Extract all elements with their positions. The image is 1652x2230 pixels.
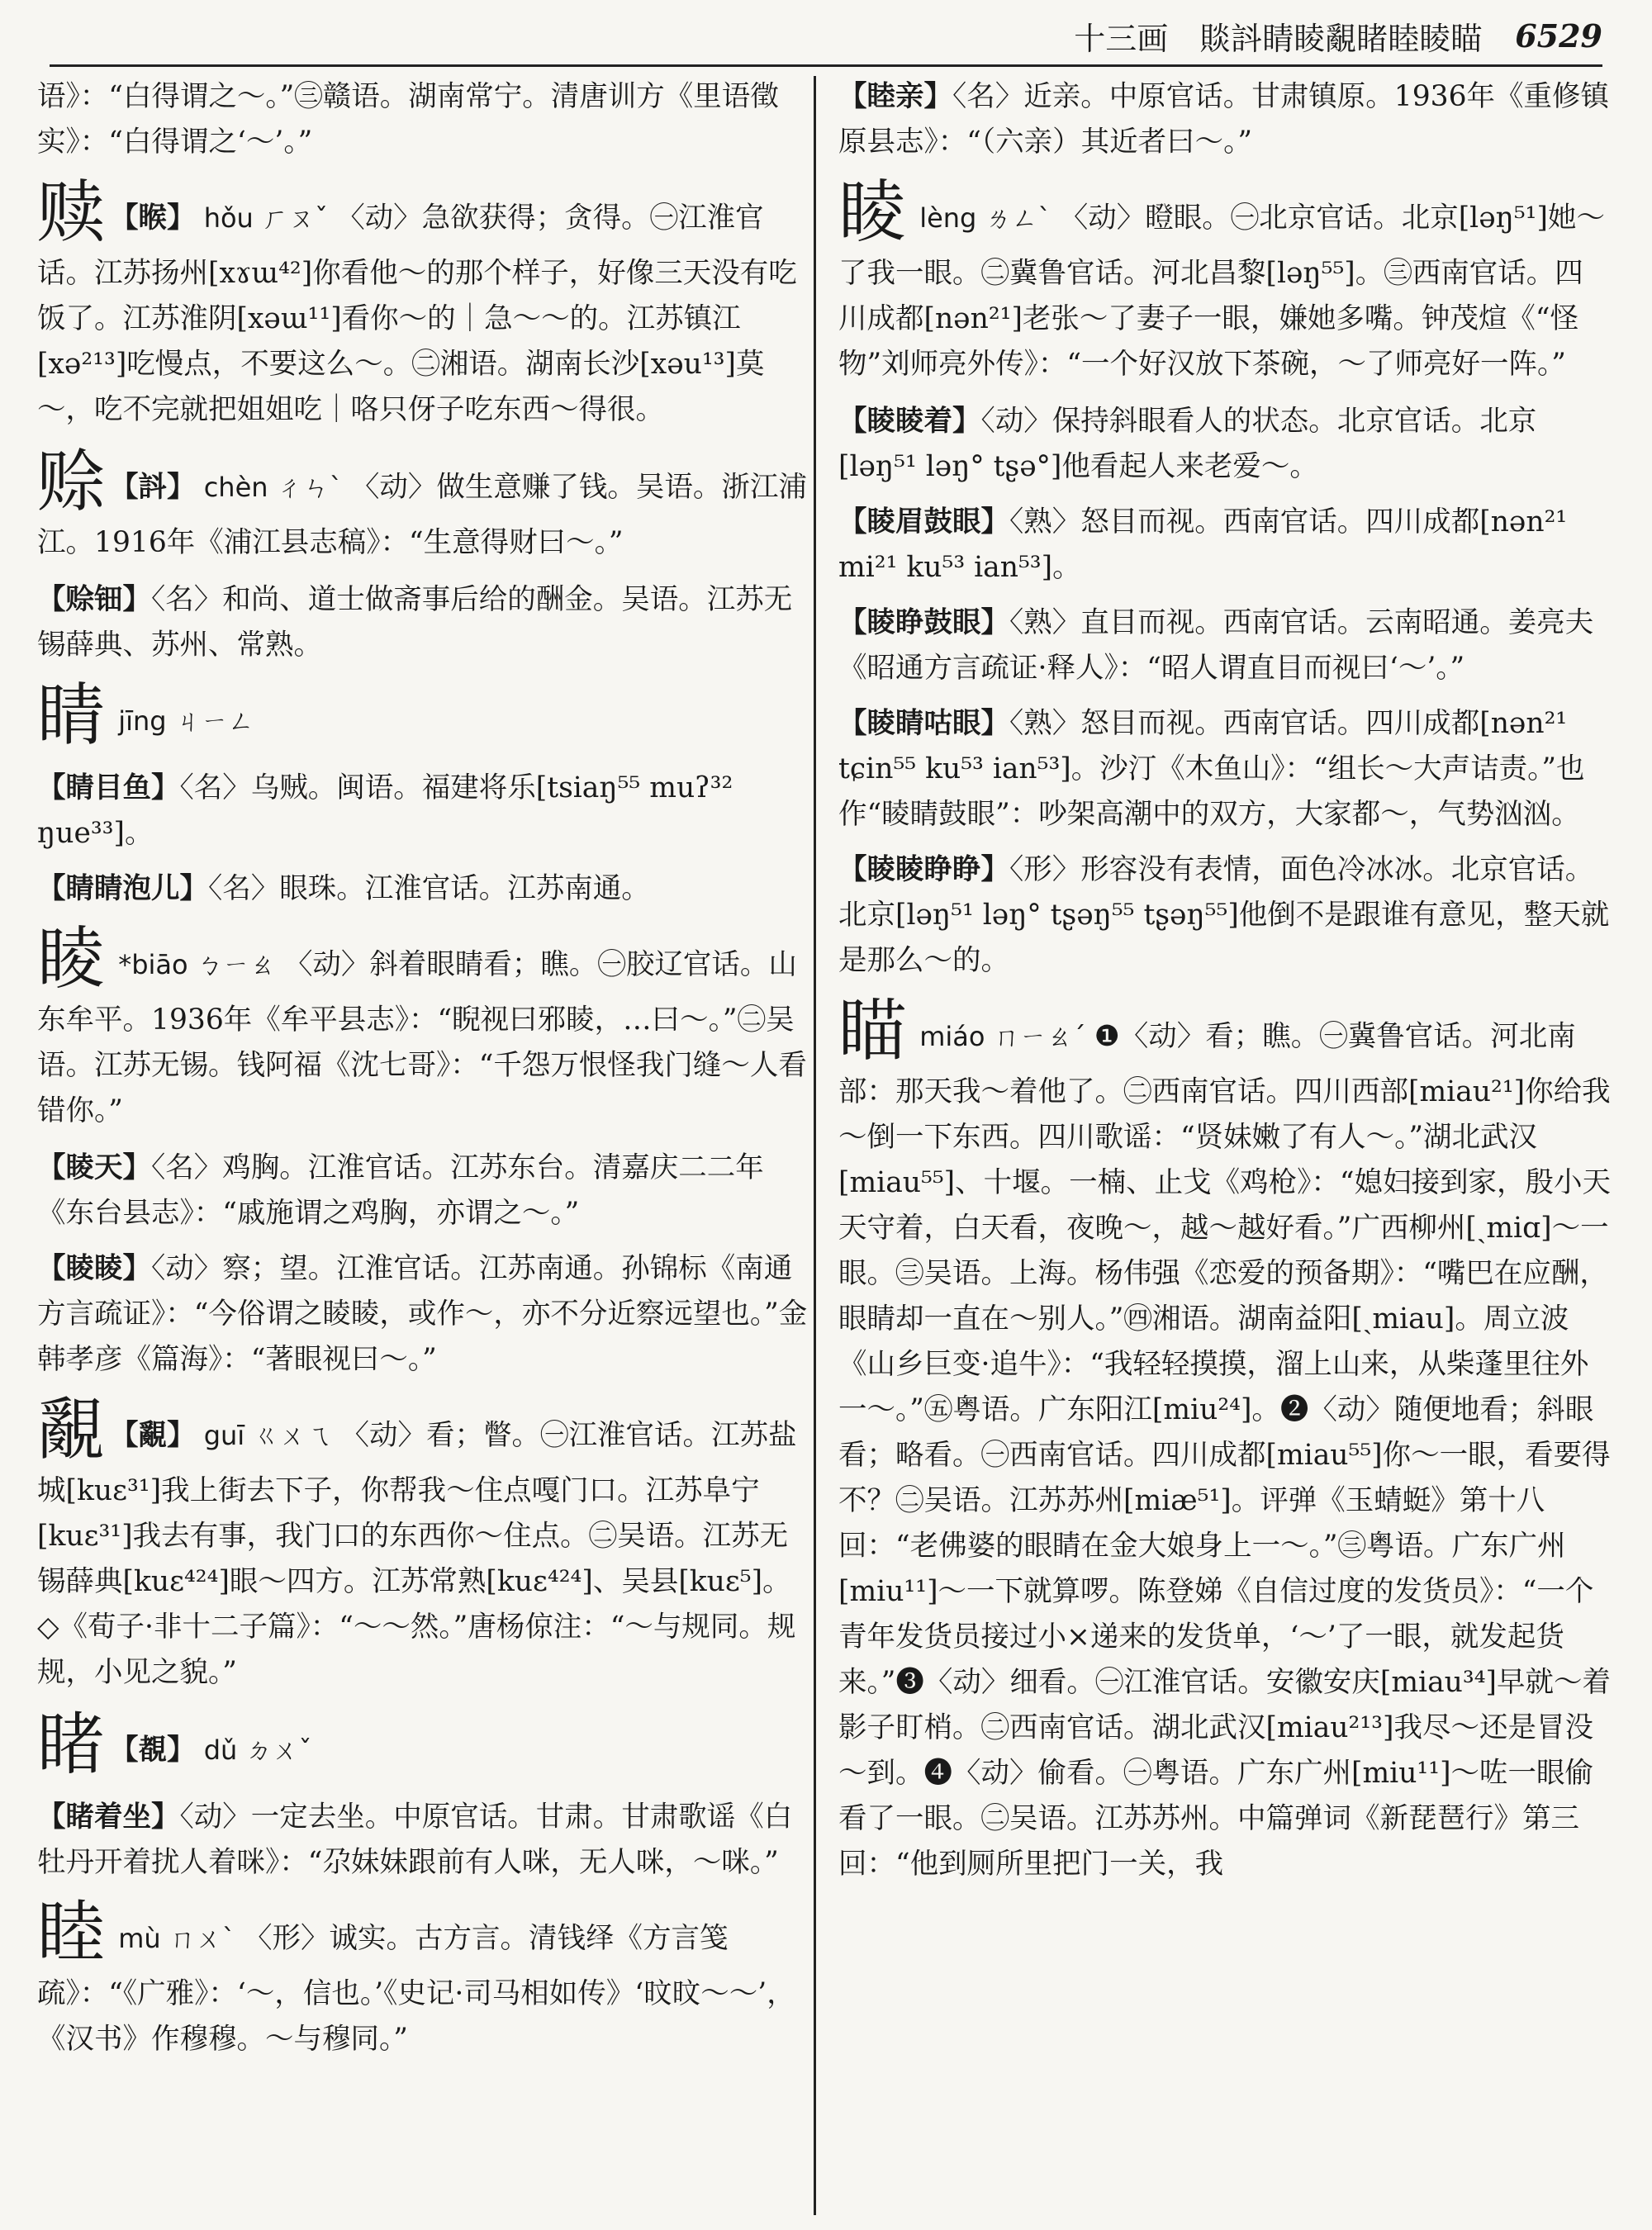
headword-char: 睖 [838, 173, 907, 252]
continued-text: 语》：“白得谓之～。”㊂赣语。湖南常宁。清唐训方《里语徵实》：“白得谓之‘～’。” [37, 80, 779, 159]
definition: 〈名〉乌贼。闽语。福建将乐[tsiaŋ⁵⁵ muʔ³² ŋue³³]。 [37, 771, 733, 850]
definition: 〈动〉保持斜眼看人的状态。北京官话。北京[ləŋ⁵¹ ləŋ° tʂə°]他看起人来老爱～。 [838, 405, 1537, 483]
pinyin: jīng ㄐㄧㄥ [110, 705, 254, 737]
headword-char: 睛 [37, 676, 106, 755]
definition: 〈形〉形容没有表情，面色冷冰冰。北京官话。北京[ləŋ⁵¹ ləŋ° tʂəŋ⁵⁵ tʂəŋ⁵⁵]他倒不是跟谁有意见，整天就是那么～的。 [838, 853, 1610, 977]
char-entry [37, 444, 809, 566]
pinyin: mù ㄇㄨˋ [110, 1923, 244, 1954]
pinyin: *biāo ㄅㄧㄠ [110, 949, 284, 980]
char-entry [37, 1707, 809, 1783]
headword-char: 赊 [37, 443, 106, 521]
sub-entry [838, 701, 1611, 837]
definition: 〈动〉急欲获得；贪得。㊀江淮官话。江苏扬州[xɤɯ⁴²]你看他～的那个样子，好像三天没有吃饭了。江苏淮阴[xəɯ¹¹]看你～的｜急～～的。江苏镇江[xə²¹³]吃慢点，不要这么～。㊁湘语。湖南长沙[xəu¹³]莫～，吃不完就把姐姐吃｜咯只伢子吃东西～得很。 [37, 202, 797, 426]
right-column [838, 74, 1611, 2218]
headword-char: 睹 [37, 1706, 106, 1784]
variant-form: 【覶】 [110, 1419, 196, 1452]
char-entry [37, 922, 809, 1134]
sub-entry [838, 500, 1611, 591]
pinyin: lèng ㄌㄥˋ [911, 202, 1060, 234]
definition: 〈动〉一定去坐。中原官话。甘肃。甘肃歌谣《白牡丹开着扰人着咪》：“尕妹妹跟前有人咪，无人咪，～咪。” [37, 1801, 793, 1879]
definition: 〈动〉瞪眼。㊀北京官话。北京[ləŋ⁵¹]她～了我一眼。㊁冀鲁官话。河北昌黎[ləŋ⁵⁵]。㊂西南官话。四川成都[nən²¹]老张～了妻子一眼，嫌她多嘴。钟茂煊《“怪物”刘师亮外传》：“一个好汉放下茶碗，～了师亮好一阵。” [838, 202, 1605, 381]
sub-entry-head: 【睛目鱼】 [37, 771, 180, 804]
sub-entry [838, 600, 1611, 691]
definition: 〈熟〉直目而视。西南官话。云南昭通。姜亮夫《昭通方言疏证·释人》：“昭人谓直目而视曰‘～’。” [838, 606, 1594, 685]
headword-char: 睖 [37, 920, 106, 999]
definition: 〈名〉近亲。中原官话。甘肃镇原。1936年《重修镇原县志》：“（六亲）其近者曰～。” [838, 80, 1610, 159]
char-entry [37, 1393, 809, 1696]
headword-char: 睦 [37, 1894, 106, 1972]
sub-entry-head: 【睛睛泡儿】 [37, 872, 208, 905]
pinyin: guī ㄍㄨㄟ [195, 1420, 341, 1451]
definition: 〈形〉诚实。古方言。清钱绎《方言笺疏》：“《广雅》：‘～，信也。’《史记·司马相如传》‘旼旼～～’，《汉书》作穆穆。～与穆同。” [37, 1922, 795, 2056]
sub-entry [37, 866, 809, 912]
definition: 〈熟〉怒目而视。西南官话。四川成都[nən²¹ mi²¹ ku⁵³ ian⁵³]。 [838, 505, 1568, 584]
sub-entry [37, 1146, 809, 1236]
sub-entry-head: 【睖睁鼓眼】 [838, 606, 1009, 639]
sub-entry [838, 399, 1611, 490]
sub-entry-head: 【睖睛咕眼】 [838, 707, 1009, 740]
sub-entry-head: 【睖眉鼓眼】 [838, 505, 1009, 539]
definition: ❶〈动〉看；瞧。㊀冀鲁官话。河北南部：那天我～着他了。㊁西南官话。四川西部[miau²¹]你给我～倒一下东西。四川歌谣：“贤妹嫩了有人～。”湖北武汉[miau⁵⁵]、十堰。一楠、止戈《鸡枪》：“媳妇接到家，殷小天天守着，白天看，夜晚～，越～越好看。”广西柳州[ˏmiɑ]～一眼。㊂吴语。上海。杨伟强《恋爱的预备期》：“嘴巴在应酬，眼睛却一直在～别人。”㊃湘语。湖南益阳[ˏmiau]。周立波《山乡巨变·追牛》：“我轻轻摸摸，溜上山来，从柴蓬里往外一～。”㊄粤语。广东阳江[miu²⁴]。❷〈动〉随便地看；斜眼看；略看。㊀西南官话。四川成都[miau⁵⁵]你～一眼，看要得不？㊁吴语。江苏苏州[miæ⁵¹]。评弹《玉蜻蜓》第十八回：“老佛婆的眼睛在金大娘身上一～。”㊂粤语。广东广州[miu¹¹]～一下就算啰。陈登娣《自信过度的发货员》：“一个青年发货员接过小×递来的发货单，‘～’了一眼，就发起货来。”❸〈动〉细看。㊀江淮官话。安徽安庆[miau³⁴]早就～着影子盯梢。㊁西南官话。湖北武汉[miau²¹³]我尽～还是冒没～到。❹〈动〉偷看。㊀粤语。广东广州[miu¹¹]～咗一眼偷看了一眼。㊁吴语。江苏苏州。中篇弹词《新琵琶行》第三回：“他到厕所里把门一关，我 [838, 1020, 1611, 1881]
definition: 〈动〉做生意赚了钱。吴语。浙江浦江。1916年《浦江县志稿》：“生意得财曰～。” [37, 471, 807, 559]
pinyin: dǔ ㄉㄨˇ [195, 1734, 312, 1766]
definition: 〈动〉看；瞥。㊀江淮官话。江苏盐城[kuɛ³¹]我上街去下子，你帮我～住点嘎门口。江苏阜宁[kuɛ³¹]我去有事，我门口的东西你～住点。㊁吴语。江苏无锡薛典[kuɛ⁴²⁴]眼～四方。江苏常熟[kuɛ⁴²⁴]、吴县[kuɛ⁵]。◇《荀子·非十二子篇》：“～～然。”唐杨倞注：“～与规同。规规，小见之貌。” [37, 1419, 797, 1689]
left-column [37, 74, 809, 2218]
sub-entry [37, 1246, 809, 1383]
definition: 〈动〉斜着眼睛看；瞧。㊀胶辽官话。山东牟平。1936年《牟平县志》：“睨视曰邪睖，…曰～。”㊁吴语。江苏无锡。钱阿福《沈七哥》：“千怨万恨怪我门缝～人看错你。” [37, 948, 807, 1127]
sub-entry [37, 577, 809, 668]
page-number: 6529 [1515, 17, 1602, 55]
definition: 〈名〉和尚、道士做斋事后给的酬金。吴语。江苏无锡薛典、苏州、常熟。 [37, 583, 793, 662]
sub-entry-head: 【睹着坐】 [37, 1801, 180, 1834]
sub-entry-head: 【睖天】 [37, 1151, 151, 1184]
variant-form: 【睺】 [110, 202, 196, 235]
sub-entry [37, 766, 809, 856]
definition: 〈名〉鸡胸。江淮官话。江苏东台。清嘉庆二二年《东台县志》：“戚施谓之鸡胸，亦谓之～。” [37, 1151, 764, 1230]
sub-entry-head: 【赊钿】 [37, 583, 151, 616]
variant-form: 【覩】 [110, 1734, 196, 1767]
char-entry [37, 678, 809, 754]
pinyin: hǒu ㄏㄡˇ [195, 202, 337, 234]
headword-char: 赎 [37, 173, 106, 252]
char-entry [37, 175, 809, 433]
char-entry [37, 1896, 809, 2062]
header-title: 十三画 賧䚵睛睖覶睹睦睖瞄 [1074, 20, 1483, 57]
column-divider [814, 76, 816, 2215]
page-header [50, 7, 1602, 67]
sub-entry [838, 847, 1611, 984]
variant-form: 【䚵】 [110, 471, 196, 504]
char-entry [838, 175, 1611, 387]
sub-entry-head: 【睖睖着】 [838, 405, 981, 438]
pinyin: miáo ㄇㄧㄠˊ [911, 1021, 1094, 1052]
sub-entry-head: 【睖睖睁睁】 [838, 853, 1009, 886]
headword-char: 覶 [37, 1391, 106, 1469]
pinyin: chèn ㄔㄣˋ [195, 472, 351, 503]
sub-entry-head: 【睖睖】 [37, 1252, 151, 1285]
sub-entry [37, 1795, 809, 1886]
sub-entry [838, 74, 1611, 165]
definition: 〈动〉察；望。江淮官话。江苏南通。孙锦标《南通方言疏证》：“今俗谓之睖睖，或作～，亦不分近察远望也。”金韩孝彦《篇海》：“著眼视曰～。” [37, 1252, 808, 1376]
definition: 〈名〉眼珠。江淮官话。江苏南通。 [208, 872, 650, 905]
headword-char: 瞄 [838, 992, 907, 1070]
char-entry [838, 994, 1611, 1887]
definition: 〈熟〉怒目而视。西南官话。四川成都[nən²¹ tɕin⁵⁵ ku⁵³ ian⁵³]。沙汀《木鱼山》：“组长～大声诘责。”也作“睖睛鼓眼”：吵架高潮中的双方，大家都～，气势汹汹。 [838, 707, 1585, 831]
sub-entry-head: 【睦亲】 [838, 80, 952, 113]
